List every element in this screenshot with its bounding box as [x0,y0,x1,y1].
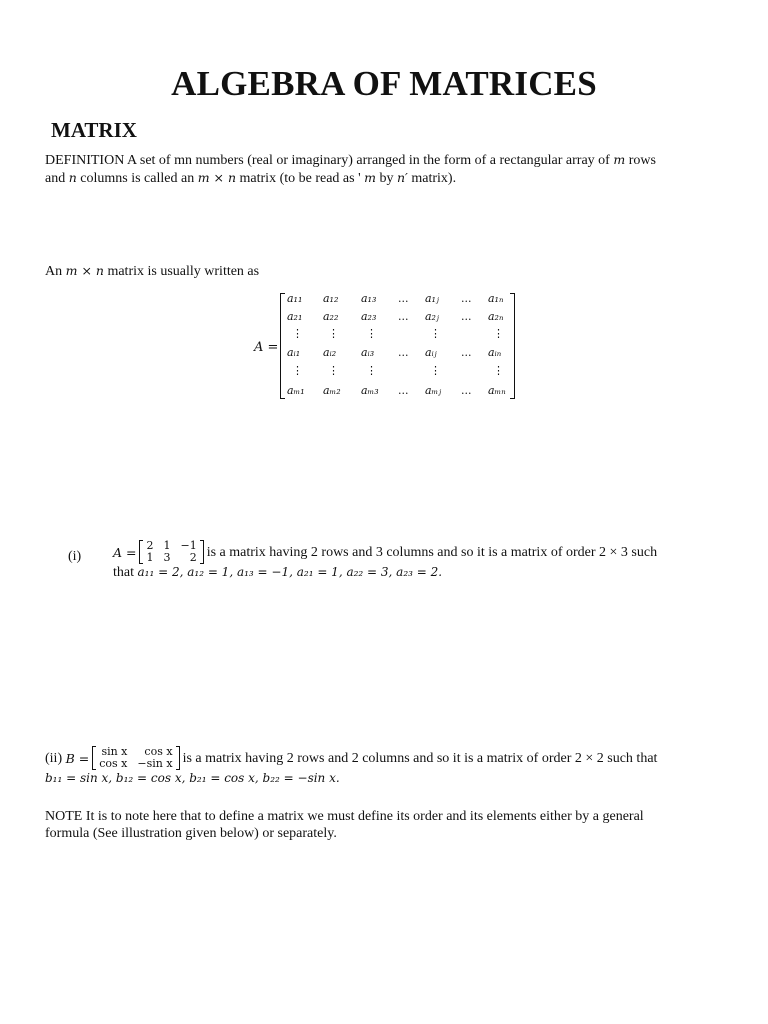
example-2-number: (ii) [45,750,63,766]
matrix-cell: a₂ⱼ [425,310,439,323]
example-1 [68,539,753,581]
matrix-cell: ⋮ [292,327,303,340]
matrix-cell: ... [461,310,472,323]
matrix-cell: 1 [163,539,171,552]
example-1-label: A = [113,544,137,560]
example-1-that: that [113,565,138,580]
matrix-cell: sin x [101,745,128,758]
matrix-cell: ⋮ [366,364,377,377]
matrix-cell: ... [461,292,472,305]
matrix-cell: 2 [146,539,154,552]
matrix-cell: ⋮ [328,327,339,340]
matrix-cell: −sin x [137,757,173,770]
matrix-cell: ⋮ [493,327,504,340]
matrix-cell: aₘ₃ [361,384,379,397]
matrix-cell: ... [461,346,472,359]
matrix-cell: ... [398,310,409,323]
example-2-equations: b₁₁ = sin x, b₁₂ = cos x, b₂₁ = cos x, b₂₂ = −sin x. [45,771,340,785]
matrix-cell: ... [398,292,409,305]
matrix-cell: −1 [180,539,197,552]
matrix-cell: 1 [146,551,154,564]
matrix-cell: ⋮ [366,327,377,340]
note-paragraph [45,808,735,842]
matrix-cell: cos x [144,745,173,758]
matrix-cell: aᵢ₃ [361,346,375,359]
matrix-cell: aᵢ₂ [323,346,337,359]
matrix-cell: aₘ₁ [287,384,305,397]
matrix-cell: a₂ₙ [488,310,504,323]
example-2 [45,746,735,787]
matrix-cell: ... [461,384,472,397]
matrix-cell: a₁₂ [323,292,339,305]
usually-written-text: An m × n matrix is usually written as [45,263,260,279]
matrix-cell: aᵢₙ [488,346,502,359]
example-2-matrix [92,746,179,770]
matrix-cell: a₁₁ [287,292,303,305]
page-title: ALGEBRA OF MATRICES [171,64,597,103]
matrix-cell: a₂₁ [287,310,303,323]
general-matrix-label: A = [254,340,279,355]
definition-line-2: and n columns is called an m × n matrix (to be read as ' m by n′ matrix). [45,170,457,186]
matrix-cell: ⋮ [328,364,339,377]
matrix-cell: ⋮ [292,364,303,377]
section-heading: MATRIX [51,118,137,142]
matrix-cell: 3 [163,551,171,564]
matrix-cell: a₂₃ [361,310,377,323]
matrix-cell: ⋮ [430,327,441,340]
matrix-cell: cos x [99,757,128,770]
matrix-cell: ... [398,346,409,359]
matrix-cell: aₘₙ [488,384,506,397]
note-line-1: NOTE It is to note here that to define a matrix we must define its order and its elements either by a general [45,809,644,824]
note-line-2: formula (See illustration given below) or separately. [45,826,337,841]
matrix-cell: aₘⱼ [425,384,442,397]
matrix-cell: aₘ₂ [323,384,341,397]
matrix-cell: ⋮ [430,364,441,377]
right-bracket [510,293,515,399]
matrix-cell: ⋮ [493,364,504,377]
matrix-cell: a₁₃ [361,292,377,305]
example-1-equations: a₁₁ = 2, a₁₂ = 1, a₁₃ = −1, a₂₁ = 1, a₂₂ = 3, a₂₃ = 2. [137,565,443,579]
example-2-label: B = [65,750,90,766]
matrix-cell: aᵢⱼ [425,346,437,359]
matrix-cell: 2 [189,551,197,564]
example-1-text: is a matrix having 2 rows and 3 columns and so it is a matrix of order 2 × 3 such [206,544,658,560]
example-1-matrix [139,540,203,564]
matrix-cell: aᵢ₁ [287,346,301,359]
definition-line-1: DEFINITION A set of mn numbers (real or imaginary) arranged in the form of a rectangular array of m rows [45,152,656,168]
example-1-number: (i) [68,549,82,564]
matrix-cell: ... [398,384,409,397]
matrix-cell: a₂₂ [323,310,339,323]
left-bracket [280,293,285,399]
example-2-text: is a matrix having 2 rows and 2 columns and so it is a matrix of order 2 × 2 such that [182,750,658,766]
matrix-cell: a₁ₙ [488,292,504,305]
matrix-cell: a₁ⱼ [425,292,439,305]
